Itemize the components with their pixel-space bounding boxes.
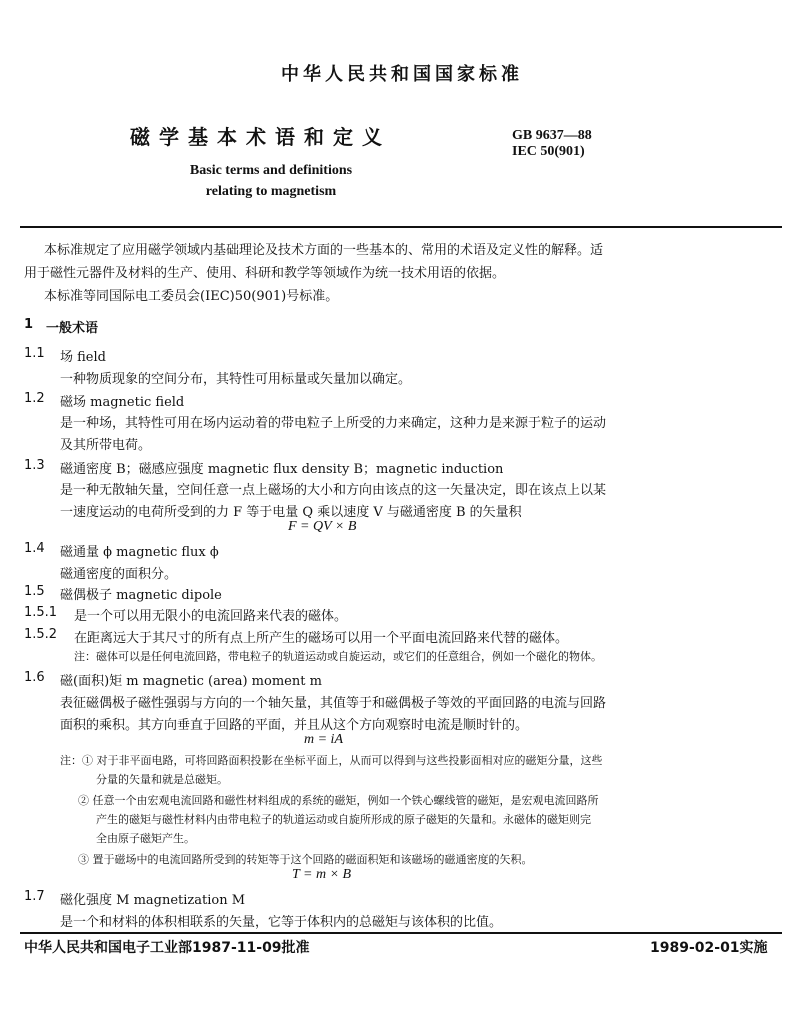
term-heading: 磁偶极子 magnetic dipole bbox=[60, 588, 222, 603]
formula-torque: T = m × B bbox=[292, 867, 352, 882]
term-number: 1.5.2 bbox=[24, 627, 58, 642]
term-number: 1.3 bbox=[24, 458, 45, 473]
term-definition: 面积的乘积。其方向垂直于回路的平面，并且从这个方向观察时电流是顺时针的。 bbox=[60, 718, 529, 733]
iec-number: IEC 50(901) bbox=[512, 144, 585, 159]
term-definition: 一种物质现象的空间分布，其特性可用标量或矢量加以确定。 bbox=[60, 372, 412, 387]
english-title-line-1: Basic terms and definitions bbox=[189, 163, 353, 178]
note: 产生的磁矩与磁性材料内由带电粒子的轨道运动或自旋所形成的原子磁矩的矢量和。永磁体的磁矩则完 bbox=[96, 813, 591, 826]
term-heading: 磁场 magnetic field bbox=[60, 395, 185, 410]
term-number: 1.4 bbox=[24, 541, 45, 556]
term-definition: 表征磁偶极子磁性强弱与方向的一个轴矢量，其值等于和磁偶极子等效的平面回路的电流与回路 bbox=[60, 696, 607, 711]
note: 注：磁体可以是任何电流回路，带电粒子的轨道运动或自旋运动，或它们的任意组合，例如一个磁化的物体。 bbox=[74, 650, 602, 663]
term-number: 1.6 bbox=[24, 670, 45, 685]
national-standard-header: 中华人民共和国国家标准 bbox=[281, 64, 523, 85]
note: 分量的矢量和就是总磁矩。 bbox=[96, 773, 228, 786]
term-number: 1.7 bbox=[24, 889, 45, 904]
term-definition: 在距离远大于其尺寸的所有点上所产生的磁场可以用一个平面电流回路来代替的磁体。 bbox=[74, 631, 569, 646]
term-definition: 是一个和材料的体积相联系的矢量，它等于体积内的总磁矩与该体积的比值。 bbox=[60, 915, 503, 930]
intro-paragraph-2: 本标准等同国际电工委员会(IEC)50(901)号标准。 bbox=[44, 289, 339, 304]
term-number: 1.5.1 bbox=[24, 605, 58, 620]
term-number: 1.1 bbox=[24, 346, 45, 361]
approval-date: 中华人民共和国电子工业部1987-11-09批准 bbox=[24, 940, 310, 956]
gb-number: GB 9637—88 bbox=[512, 128, 592, 143]
english-title-line-2: relating to magnetism bbox=[205, 184, 337, 199]
term-number: 1.2 bbox=[24, 391, 45, 406]
term-heading: 磁化强度 M magnetization M bbox=[60, 893, 246, 908]
document-title: 磁学基本术语和定义 bbox=[130, 125, 391, 149]
section-title: 一般术语 bbox=[46, 321, 99, 336]
note: 全由原子磁矩产生。 bbox=[96, 832, 195, 845]
intro-paragraph-line-1: 本标准规定了应用磁学领域内基础理论及技术方面的一些基本的、常用的术语及定义性的解释。适 bbox=[44, 243, 604, 258]
intro-paragraph-line-2: 用于磁性元器件及材料的生产、使用、科研和教学等领域作为统一技术用语的依据。 bbox=[24, 266, 506, 281]
header-divider bbox=[20, 226, 782, 228]
formula-lorentz-force: F = QV × B bbox=[288, 519, 357, 534]
term-definition: 是一个可以用无限小的电流回路来代表的磁体。 bbox=[74, 609, 348, 624]
term-definition: 一速度运动的电荷所受到的力 F 等于电量 Q 乘以速度 V 与磁通密度 B 的矢量积 bbox=[60, 505, 522, 520]
term-definition: 是一种无散轴矢量，空间任意一点上磁场的大小和方向由该点的这一矢量决定，即在该点上以某 bbox=[60, 483, 607, 498]
term-definition: 是一种场，其特性可用在场内运动着的带电粒子上所受的力来确定，这种力是来源于粒子的运动 bbox=[60, 416, 607, 431]
term-heading: 场 field bbox=[60, 350, 106, 365]
term-number: 1.5 bbox=[24, 584, 45, 599]
formula-magnetic-moment: m = iA bbox=[304, 732, 343, 747]
note: ③ 置于磁场中的电流回路所受到的转矩等于这个回路的磁面积矩和该磁场的磁通密度的矢积。 bbox=[78, 853, 533, 866]
term-definition: 磁通密度的面积分。 bbox=[60, 567, 178, 582]
term-heading: 磁(面积)矩 m magnetic (area) moment m bbox=[60, 674, 322, 689]
term-heading: 磁通密度 B；磁感应强度 magnetic flux density B；magnetic induction bbox=[60, 462, 504, 477]
term-definition: 及其所带电荷。 bbox=[60, 438, 152, 453]
note: 注：① 对于非平面电路，可将回路面积投影在坐标平面上，从而可以得到与这些投影面相对应的磁矩分量，这些 bbox=[60, 754, 603, 767]
note: ② 任意一个由宏观电流回路和磁性材料组成的系统的磁矩，例如一个铁心螺线管的磁矩，是宏观电流回路所 bbox=[78, 794, 599, 807]
implementation-date: 1989-02-01实施 bbox=[650, 940, 768, 956]
standard-number bbox=[512, 128, 592, 160]
section-number: 1 bbox=[24, 317, 34, 332]
term-heading: 磁通量 ϕ magnetic flux ϕ bbox=[60, 545, 219, 560]
footer-divider bbox=[20, 932, 782, 934]
